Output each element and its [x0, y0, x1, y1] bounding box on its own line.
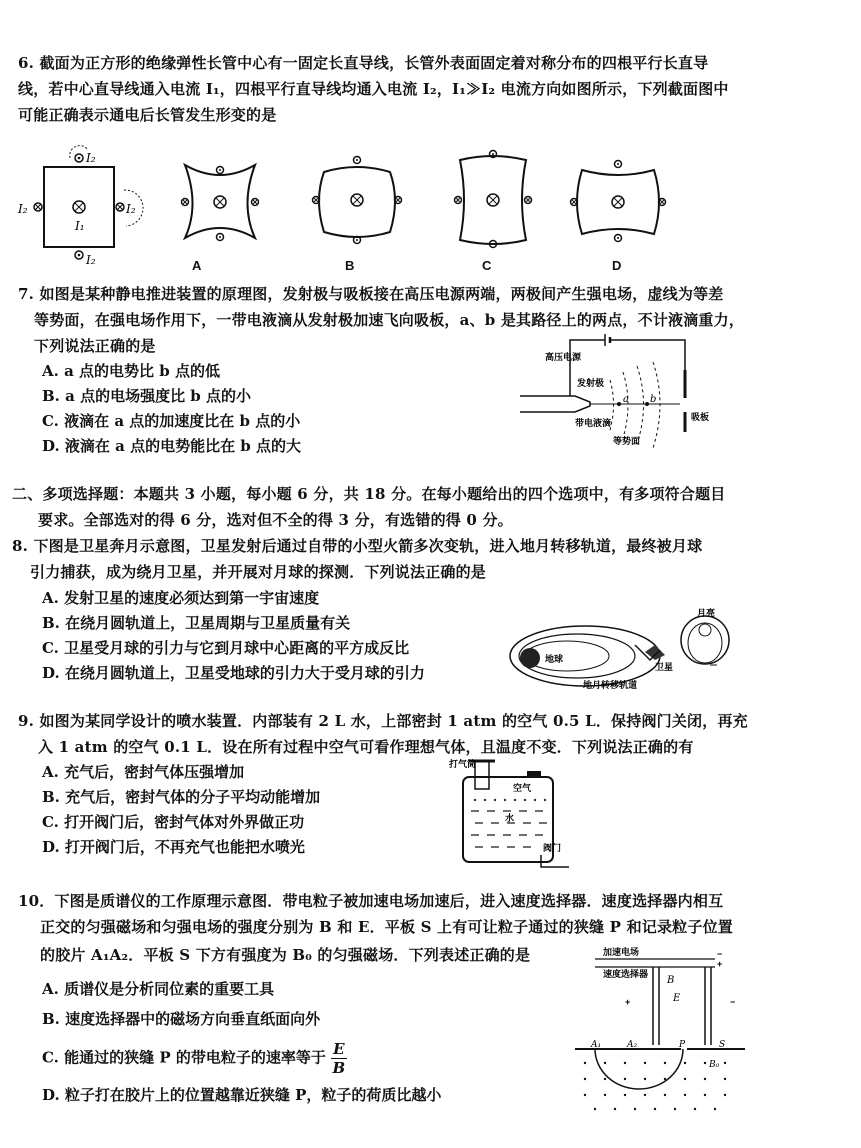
a2-label: A₂	[627, 1040, 638, 1050]
wire-center-cross-icon	[73, 201, 85, 213]
q7-line3: 下列说法正确的是	[34, 337, 156, 355]
emitter-label: 发射极	[577, 378, 605, 388]
q7-option-a: A. a 点的电势比 b 点的低	[42, 362, 220, 380]
fraction-numerator: E	[333, 1040, 345, 1058]
q7-figure	[515, 330, 725, 455]
section2-line2: 要求。全部选对的得 6 分，选对但不全的得 3 分，有选错的得 0 分。	[38, 511, 513, 529]
plate-label: 吸板	[691, 412, 710, 422]
valve-label: 阀门	[543, 843, 562, 853]
q6-original-figure	[0, 140, 160, 270]
transfer-orbit-label: 地月转移轨道	[583, 680, 638, 690]
q9-option-a: A. 充气后，密封气体压强增加	[42, 763, 245, 781]
q8-figure	[505, 610, 750, 690]
a1-label: A₁	[591, 1040, 602, 1050]
q6-label-c: C	[482, 258, 492, 273]
q8-option-a: A. 发射卫星的速度必须达到第一宇宙速度	[42, 589, 320, 607]
e-over-b-fraction	[331, 1040, 346, 1077]
q10-line3: 的胶片 A₁A₂．平板 S 下方有强度为 B₀ 的匀强磁场．下列表述正确的是	[40, 946, 531, 964]
q10-option-a: A. 质谱仪是分析同位素的重要工具	[42, 980, 275, 998]
e-field-label: E	[673, 993, 681, 1004]
wire-right-cross-icon	[116, 203, 124, 211]
equipotential-label: 等势面	[613, 436, 641, 446]
q7-option-d: D. 液滴在 a 点的电势能比在 b 点的大	[42, 437, 302, 455]
wire-bottom-dot-icon	[75, 251, 83, 259]
q6-option-d-figure	[568, 150, 668, 250]
q7-line2: 等势面，在强电场作用下，一带电液滴从发射极加速飞向吸板，a、b 是其路径上的两点，不计液滴重力，	[34, 311, 745, 329]
q7-option-c: C. 液滴在 a 点的加速度比在 b 点的小	[42, 412, 301, 430]
satellite-label: 卫星	[655, 662, 674, 672]
minus-side-label: −	[730, 997, 736, 1007]
water-label: 水	[505, 813, 515, 823]
q10-figure	[575, 945, 745, 1115]
b-field-label: B	[667, 975, 675, 986]
p-label: P	[679, 1040, 686, 1050]
q6-line3: 可能正确表示通电后长管发生形变的是	[18, 106, 277, 124]
q8-option-c: C. 卫星受月球的引力与它到月球中心距离的平方成反比	[42, 639, 410, 657]
q9-figure	[445, 755, 575, 870]
velocity-selector-label: 速度选择器	[603, 969, 649, 979]
minus-top-label: −	[717, 949, 723, 959]
q8-option-b: B. 在绕月圆轨道上，卫星周期与卫星质量有关	[42, 614, 351, 632]
q10-line2: 正交的匀强磁场和匀强电场的强度分别为 B 和 E．平板 S 上有可让粒子通过的狭缝 P 和记录粒子位置	[40, 918, 733, 936]
q6-line1: 6. 截面为正方形的绝缘弹性长管中心有一固定长直导线，长管外表面固定着对称分布的四根平行长直导	[18, 54, 709, 72]
i2-right-label: I₂	[126, 202, 136, 216]
plus-side-label: +	[625, 997, 631, 1007]
q8-line2: 引力捕获，成为绕月卫星，并开展对月球的探测．下列说法正确的是	[30, 563, 487, 581]
q7-option-b: B. a 点的电场强度比 b 点的小	[42, 387, 251, 405]
wire-left-cross-icon	[34, 203, 42, 211]
q6-option-a-figure	[175, 150, 265, 250]
air-label: 空气	[513, 783, 532, 793]
i2-left-label: I₂	[18, 202, 28, 216]
q10-option-b: B. 速度选择器中的磁场方向垂直纸面向外	[42, 1010, 321, 1028]
section2-line1: 二、多项选择题：本题共 3 小题，每小题 6 分，共 18 分。在每小题给出的四个选项中，有多项符合题目	[12, 485, 726, 503]
point-a-label: a	[623, 394, 629, 405]
i2-bottom-label: I₂	[86, 253, 96, 267]
fraction-denominator: B	[332, 1059, 346, 1077]
earth-label: 地球	[545, 654, 564, 664]
q9-option-d: D. 打开阀门后，不再充气也能把水喷光	[42, 838, 305, 856]
point-b-label: b	[650, 394, 657, 405]
q7-line1: 7. 如图是某种静电推进装置的原理图，发射极与吸板接在高压电源两端，两极间产生强电场，虚线为等差	[18, 285, 724, 303]
s-label: S	[719, 1040, 726, 1050]
q8-line1: 8. 下图是卫星奔月示意图，卫星发射后通过自带的小型火箭多次变轨，进入地月转移轨道，最终被月球	[12, 537, 703, 555]
i1-label: I₁	[75, 219, 85, 233]
q6-label-d: D	[612, 258, 622, 273]
q9-option-c: C. 打开阀门后，密封气体对外界做正功	[42, 813, 305, 831]
accel-field-label: 加速电场	[603, 947, 640, 957]
droplet-label: 带电液滴	[575, 418, 612, 428]
q6-label-a: A	[192, 258, 202, 273]
high-voltage-label: 高压电源	[545, 352, 582, 362]
cross-icon	[214, 196, 226, 208]
q6-line2: 线，若中心直导线通入电流 I₁，四根平行直导线均通入电流 I₂，I₁≫I₂ 电流方向如图所示，下列截面图中	[18, 80, 729, 98]
q9-option-b: B. 充气后，密封气体的分子平均动能增加	[42, 788, 321, 806]
i2-top-label: I₂	[86, 151, 96, 165]
wire-top-dot-icon	[75, 154, 83, 162]
plus-top-label: +	[717, 959, 723, 969]
q9-line2: 入 1 atm 的空气 0.1 L．设在所有过程中空气可看作理想气体，且温度不变．下列说法正确的有	[38, 738, 694, 756]
b0-label: B₀	[709, 1060, 720, 1070]
q10-option-d: D. 粒子打在胶片上的位置越靠近狭缝 P，粒子的荷质比越小	[42, 1086, 442, 1104]
q6-option-b-figure	[312, 150, 402, 250]
moon-label: 月亮	[697, 608, 716, 618]
q6-label-b: B	[345, 258, 355, 273]
q10-option-c-text: C. 能通过的狭缝 P 的带电粒子的速率等于	[42, 1048, 326, 1067]
q10-line1: 10．下图是质谱仪的工作原理示意图．带电粒子被加速电场加速后，进入速度选择器．速度选择器内相互	[18, 892, 724, 910]
q9-line1: 9. 如图为某同学设计的喷水装置．内部装有 2 L 水，上部密封 1 atm 的空气 0.5 L．保持阀门关闭，再充	[18, 712, 748, 730]
q6-option-c-figure	[448, 148, 538, 252]
q8-option-d: D. 在绕月圆轨道上，卫星受地球的引力大于受月球的引力	[42, 664, 425, 682]
pump-label: 打气筒	[449, 759, 477, 769]
q10-option-c	[42, 1040, 347, 1077]
